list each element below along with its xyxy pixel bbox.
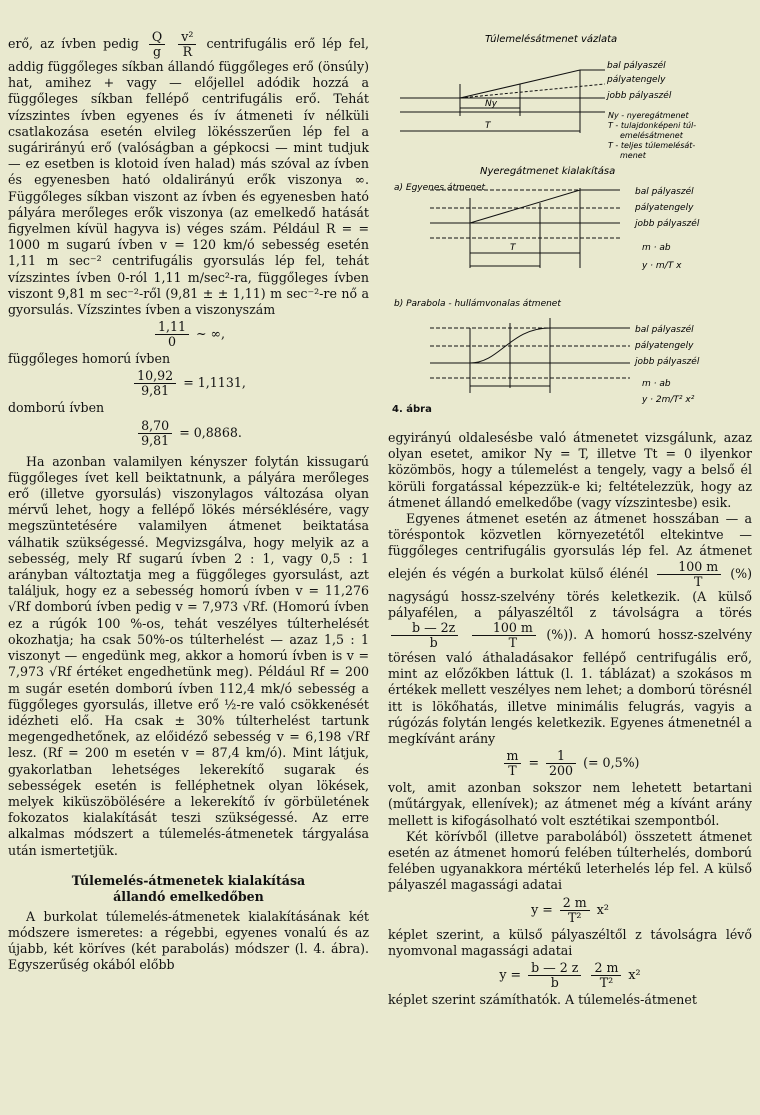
svg-text:T: T <box>510 243 516 253</box>
paragraph: képlet szerint számíthatók. A túlemelés-átmenet <box>388 992 697 1008</box>
equation: $\frac{10,92}{9,81}$ = 1,1131, <box>8 369 369 398</box>
paragraph: egyirányú oldalesésbe való átmenetet vizsgálunk, azaz olyan esetet, amikor Ny = T, illetve Tt = 0 ilyenkor közömbös, hogy a túlemelést a tengely, vagy a belső él körüli forgatással képezzük-e ki; feltételezzük, hogy az átmenet állandó emelkedőbe (vagy vízszintesbe) esik. <box>388 430 752 510</box>
svg-text:jobb pályaszél: jobb pályaszél <box>635 219 700 229</box>
svg-text:bal pályaszél: bal pályaszél <box>607 61 666 71</box>
right-column <box>388 430 752 1008</box>
svg-text:y · m/T x: y · m/T x <box>642 261 682 271</box>
svg-text:a) Egyenes átmenet: a) Egyenes átmenet <box>394 183 486 193</box>
section-heading: Túlemelés-átmenetek kialakítása állandó emelkedőben <box>71 872 306 904</box>
left-column <box>8 30 369 974</box>
svg-text:Ny: Ny <box>485 99 498 109</box>
svg-text:y · 2m/T² x²: y · 2m/T² x² <box>642 395 695 405</box>
svg-text:T - tulajdonképeni túl-: T - tulajdonképeni túl- <box>608 121 697 130</box>
svg-text:pályatengely: pályatengely <box>635 203 694 213</box>
figure-4 <box>390 28 750 428</box>
fraction: $\frac{\text{v²}}{R}$ <box>178 30 196 59</box>
svg-text:menet: menet <box>620 151 646 160</box>
figure-caption: 4. ábra <box>392 404 432 415</box>
figure-title: Túlemelésátmenet vázlata <box>485 34 618 45</box>
paragraph: volt, amit azonban sokszor nem lehetett betartani (műtárgyak, ellenívek); az átmenet még a kívánt arány mellett is kifogásolható volt esztétikai szempontból. <box>388 780 752 828</box>
svg-text:m · ab: m · ab <box>642 243 671 253</box>
svg-text:m · ab: m · ab <box>642 379 671 389</box>
paragraph: képlet szerint, a külső pályaszéltől z távolságra lévő nyomvonal magassági adatai <box>388 926 752 958</box>
paragraph: erő, az ívben pedig $\frac{Q}{g}$ $\frac{\text{v²}}{R}$ centrifugális erő lép fel, addig függőleges síkban állandó függőleges erő (önsúly) hat, amihez + vagy — előjellel adódik hozzá a függőleges síkban fellépő centrifugális erő. Tehát vízszintes ívben egyenes és ív átmeneti ív nélküli csatlakozása esetén elvileg lökésszerűen lép fel a sugárirányú erő (valóságban a gépkocsi — mint tudjuk — ez esetben is klotoid íven halad) más szóval az ívben és egyenesben ható oldalirányú erők viszonya ∞. Függőleges síkban viszont az ívben és egyenesben ható pályára merőleges erők viszonya (az emelkedő hatását figyelmen kívül hagyva is) véges szám. Például R = = 1000 m sugarú ívben v = 120 km/ó sebesség esetén 1,11 m sec⁻² centrifugális gyorsulás lép fel, tehát vízszintes ívben 0-ról 1,11 m/sec²-ra, függőleges ívben viszont 9,81 m sec⁻²-ről (9,81 ± ± 1,11) m sec⁻²-re nő a gyorsulás. Vízszintes ívben a viszonyszám <box>8 29 369 318</box>
svg-text:T: T <box>485 121 491 131</box>
equation: $\frac{m}{T}$ = $\frac{1}{200}$ (= 0,5%) <box>388 749 752 778</box>
fraction: $\frac{Q}{g}$ <box>149 30 165 59</box>
figure-subtitle: Nyeregátmenet kialakítása <box>480 166 616 177</box>
svg-text:jobb pályaszél: jobb pályaszél <box>607 91 672 101</box>
svg-text:pályatengely: pályatengely <box>635 341 694 351</box>
paragraph: Egyenes átmenet esetén az átmenet hosszában — a töréspontok közvetlen környezetétől eltekintve — függőleges centrifugális gyorsulás lép fel. Az átmenet elején és végén a burkolat külső élénél $\frac{100 m}{T}$ (%) nagyságú hossz-szelvény törés keletkezik. (A külső pályafélen, a pályaszéltől z távolságra a törés $\frac{b — 2z}{b}$ $\frac{100 m}{T}$ (%)). A homorú hossz-szelvény törésen való áthaladásakor fellépő centrifugális erő, mint az előzőkben láttuk (l. 1. táblázat) a szokásos m értékek mellett veszélyes nem lehet; a domború törésnél itt is lökőhatás, illetve minimális felugrás, vagyis a rúgózás folytán lengés keletkezik. Egyenes átmenetnél a megkívánt arány <box>388 511 752 747</box>
svg-text:jobb pályaszél: jobb pályaszél <box>635 357 700 367</box>
svg-text:T - teljes túlemelésát-: T - teljes túlemelésát- <box>608 141 696 150</box>
svg-text:b) Parabola - hullámvonalas át: b) Parabola - hullámvonalas átmenet <box>394 299 561 309</box>
equation: y = $\frac{b — 2 z}{b}$ $\frac{2 m}{\text{T²}}$ x² <box>499 960 641 991</box>
equation: $\frac{8,70}{9,81}$ = 0,8868. <box>8 419 369 448</box>
svg-text:Ny - nyeregátmenet: Ny - nyeregátmenet <box>608 111 689 120</box>
text-label: domború ívben <box>8 400 105 416</box>
equation: $\frac{1,11}{0}$ ~ ∞, <box>8 320 369 349</box>
svg-text:bal pályaszél: bal pályaszél <box>635 187 694 197</box>
svg-text:pályatengely: pályatengely <box>607 75 666 85</box>
equation: y = $\frac{2 m}{\text{T²}}$ x² <box>531 894 609 925</box>
paragraph: Két körívből (illetve parabolából) összetett átmenet esetén az átmenet homorú felében túlterhelés, domború felében ugyanakkora mértékű leterhelés lép fel. A külső pályaszél magassági adatai <box>388 828 752 893</box>
svg-text:emelésátmenet: emelésátmenet <box>620 131 683 140</box>
text-label: függőleges homorú ívben <box>8 351 171 367</box>
paragraph: Ha azonban valamilyen kényszer folytán kissugarú függőleges ívet kell beiktatnunk, a pályára merőleges erő (illetve gyorsulás) viszonylagos változása olyan mérvű lehet, hogy a fellépő lökés mérséklésére, vagy megszüntetésére valamilyen átmenet beiktatása válhatik szükségessé. Megvizsgálva, hogy melyik az a sebesség, mely Rf sugarú ívben 2 : 1, vagy 0,5 : 1 arányban változtatja meg a függőleges gyorsulást, azt találjuk, hogy ez a sebesség homorú ívben v = 11,276 √Rf domború ívben pedig v = 7,973 √Rf. (Homorú ívben ez a rúgók 100 %-os, tehát veszélyes túlterhelését okozhatja; ha csak 50%-os túlterhelést — azaz 1,5 : 1 viszonyt — engedünk meg, akkor a homorú ívben is v = 7,973 √Rf értéket engedhetünk meg). Például Rf = 200 m sugár esetén domború ívben 112,4 mk/ó sebesség a függőleges gyorsulás, illetve erő ½-re való csökkenését idézheti elő. Ha csak ± 30% túlterhelést tartunk megengedhetőnek, az előidéző sebesség v = 6,198 √Rf lesz. (Rf = 200 m esetén v = 87,4 km/ó). Mint látjuk, gyakorlatban lehetséges lekerekítő sugarak és sebességek esetén is felléphetnek olyan lökések, melyek kiküszöbölésére a lekerekítő ív görbületének fokozatos kialakítását teszi szükségessé. Az erre alkalmas módszert a túlemelés-átmenetek tárgyalása után ismertetjük. <box>8 453 369 858</box>
svg-text:bal pályaszél: bal pályaszél <box>635 325 694 335</box>
paragraph: A burkolat túlemelés-átmenetek kialakításának két módszere ismeretes: a régebbi, egyenes vonalú és az újabb, két köríves (két parabolás) módszer (l. 4. ábra). Egyszerűség okából előbb <box>8 908 369 973</box>
